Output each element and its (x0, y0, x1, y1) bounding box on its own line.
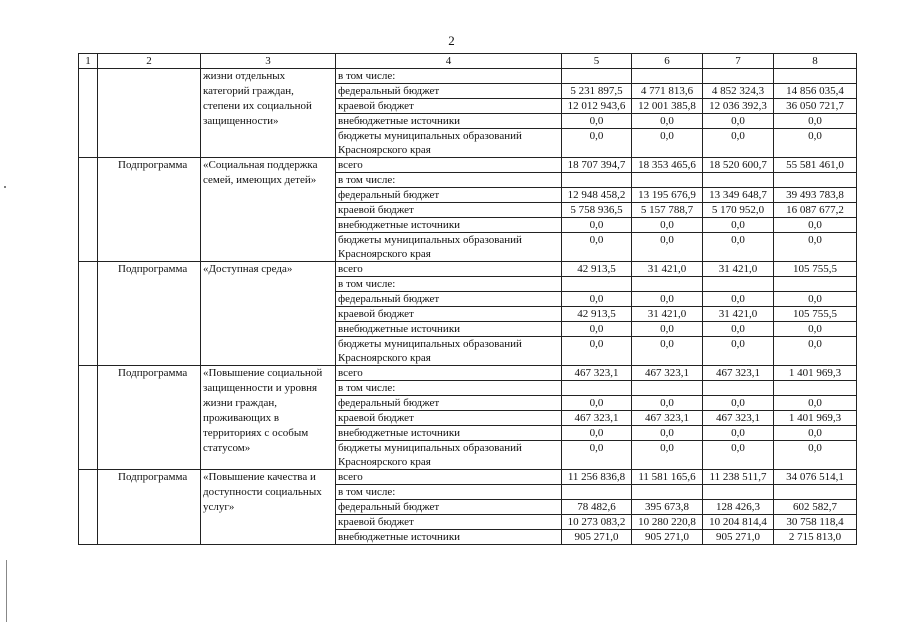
amount-cell: 31 421,0 (703, 262, 774, 277)
funding-source: краевой бюджет (336, 307, 562, 322)
funding-source-line: бюджеты муниципальных образований (338, 234, 522, 246)
funding-source (336, 129, 562, 158)
col1-cell (79, 262, 98, 366)
funding-source: внебюджетные источники (336, 114, 562, 129)
amount-cell: 0,0 (562, 441, 632, 470)
amount-cell: 0,0 (703, 426, 774, 441)
amount-cell (562, 277, 632, 292)
table-row (79, 69, 857, 84)
funding-source-line: бюджеты муниципальных образований (338, 442, 522, 454)
amount-cell: 0,0 (562, 322, 632, 337)
amount-cell: 602 582,7 (774, 500, 857, 515)
funding-source: краевой бюджет (336, 515, 562, 530)
amount-cell (562, 381, 632, 396)
header-cell: 5 (562, 54, 632, 69)
amount-cell (632, 277, 703, 292)
funding-source: в том числе: (336, 485, 562, 500)
amount-cell (632, 173, 703, 188)
header-cell: 4 (336, 54, 562, 69)
amount-cell: 12 012 943,6 (562, 99, 632, 114)
header-cell: 8 (774, 54, 857, 69)
table-row (79, 470, 857, 485)
header-cell: 6 (632, 54, 703, 69)
amount-cell: 0,0 (703, 396, 774, 411)
amount-cell: 1 401 969,3 (774, 411, 857, 426)
amount-cell: 128 426,3 (703, 500, 774, 515)
funding-source: всего (336, 158, 562, 173)
amount-cell: 0,0 (774, 322, 857, 337)
amount-cell: 10 280 220,8 (632, 515, 703, 530)
budget-table (78, 53, 857, 545)
amount-cell: 42 913,5 (562, 307, 632, 322)
amount-cell: 0,0 (703, 337, 774, 366)
funding-source: федеральный бюджет (336, 84, 562, 99)
amount-cell (703, 381, 774, 396)
amount-cell: 0,0 (774, 114, 857, 129)
amount-cell: 905 271,0 (632, 530, 703, 545)
subprogram-type: Подпрограмма (98, 262, 201, 366)
amount-cell: 105 755,5 (774, 262, 857, 277)
amount-cell: 467 323,1 (703, 366, 774, 381)
subprogram-type: Подпрограмма (98, 470, 201, 545)
amount-cell (774, 381, 857, 396)
amount-cell: 11 238 511,7 (703, 470, 774, 485)
amount-cell: 11 256 836,8 (562, 470, 632, 485)
amount-cell: 0,0 (632, 292, 703, 307)
amount-cell: 0,0 (703, 322, 774, 337)
amount-cell: 31 421,0 (632, 262, 703, 277)
amount-cell: 14 856 035,4 (774, 84, 857, 99)
funding-source: федеральный бюджет (336, 500, 562, 515)
amount-cell: 16 087 677,2 (774, 203, 857, 218)
funding-source: в том числе: (336, 69, 562, 84)
amount-cell: 0,0 (632, 129, 703, 158)
funding-source-line: Красноярского края (338, 352, 431, 364)
amount-cell: 13 195 676,9 (632, 188, 703, 203)
header-cell: 2 (98, 54, 201, 69)
subprogram-title: «Повышение социальной защищенности и уровня жизни граждан, проживающих в территориях с особым статусом» (201, 366, 336, 470)
funding-source-line: бюджеты муниципальных образований (338, 130, 522, 142)
table-row (79, 262, 857, 277)
amount-cell: 78 482,6 (562, 500, 632, 515)
amount-cell: 0,0 (703, 114, 774, 129)
amount-cell: 0,0 (632, 337, 703, 366)
amount-cell: 0,0 (774, 337, 857, 366)
amount-cell (632, 485, 703, 500)
amount-cell: 0,0 (774, 426, 857, 441)
amount-cell: 0,0 (703, 218, 774, 233)
amount-cell: 905 271,0 (703, 530, 774, 545)
amount-cell: 0,0 (562, 396, 632, 411)
amount-cell: 467 323,1 (703, 411, 774, 426)
amount-cell: 0,0 (562, 426, 632, 441)
funding-source (336, 441, 562, 470)
amount-cell: 0,0 (774, 218, 857, 233)
amount-cell: 0,0 (632, 396, 703, 411)
amount-cell: 0,0 (632, 114, 703, 129)
amount-cell: 467 323,1 (632, 366, 703, 381)
amount-cell: 105 755,5 (774, 307, 857, 322)
amount-cell: 467 323,1 (562, 411, 632, 426)
subprogram-type: Подпрограмма (98, 158, 201, 262)
amount-cell: 0,0 (703, 233, 774, 262)
funding-source: внебюджетные источники (336, 530, 562, 545)
amount-cell: 0,0 (562, 292, 632, 307)
amount-cell: 2 715 813,0 (774, 530, 857, 545)
amount-cell: 0,0 (562, 114, 632, 129)
amount-cell: 0,0 (562, 218, 632, 233)
col1-cell (79, 366, 98, 470)
amount-cell: 31 421,0 (703, 307, 774, 322)
amount-cell: 0,0 (562, 129, 632, 158)
subprogram-title: «Повышение качества и доступности социальных услуг» (201, 470, 336, 545)
amount-cell (632, 69, 703, 84)
amount-cell (562, 69, 632, 84)
scan-speck (4, 186, 6, 188)
amount-cell: 0,0 (774, 292, 857, 307)
subprogram-title: жизни отдельных категорий граждан, степени их социальной защищенности» (201, 69, 336, 158)
funding-source: внебюджетные источники (336, 218, 562, 233)
amount-cell (562, 173, 632, 188)
amount-cell (774, 69, 857, 84)
amount-cell: 18 707 394,7 (562, 158, 632, 173)
amount-cell: 0,0 (632, 218, 703, 233)
amount-cell: 0,0 (703, 129, 774, 158)
header-cell: 7 (703, 54, 774, 69)
amount-cell: 12 001 385,8 (632, 99, 703, 114)
amount-cell: 0,0 (774, 396, 857, 411)
funding-source: внебюджетные источники (336, 322, 562, 337)
amount-cell: 39 493 783,8 (774, 188, 857, 203)
funding-source: внебюджетные источники (336, 426, 562, 441)
amount-cell: 0,0 (703, 441, 774, 470)
amount-cell: 0,0 (632, 233, 703, 262)
amount-cell: 5 157 788,7 (632, 203, 703, 218)
amount-cell: 12 036 392,3 (703, 99, 774, 114)
amount-cell: 30 758 118,4 (774, 515, 857, 530)
funding-source: краевой бюджет (336, 99, 562, 114)
amount-cell: 11 581 165,6 (632, 470, 703, 485)
table-row (79, 366, 857, 381)
subprogram-type (98, 69, 201, 158)
amount-cell: 4 771 813,6 (632, 84, 703, 99)
amount-cell: 36 050 721,7 (774, 99, 857, 114)
amount-cell: 18 520 600,7 (703, 158, 774, 173)
amount-cell: 18 353 465,6 (632, 158, 703, 173)
funding-source: федеральный бюджет (336, 396, 562, 411)
amount-cell (703, 277, 774, 292)
funding-source-line: Красноярского края (338, 248, 431, 260)
amount-cell: 10 204 814,4 (703, 515, 774, 530)
amount-cell (703, 173, 774, 188)
amount-cell: 5 170 952,0 (703, 203, 774, 218)
amount-cell (774, 173, 857, 188)
amount-cell: 0,0 (562, 233, 632, 262)
funding-source: всего (336, 262, 562, 277)
amount-cell: 5 231 897,5 (562, 84, 632, 99)
amount-cell (774, 485, 857, 500)
amount-cell: 0,0 (774, 233, 857, 262)
funding-source-line: бюджеты муниципальных образований (338, 338, 522, 350)
amount-cell (632, 381, 703, 396)
amount-cell: 31 421,0 (632, 307, 703, 322)
subprogram-type: Подпрограмма (98, 366, 201, 470)
funding-source-line: Красноярского края (338, 456, 431, 468)
header-cell: 1 (79, 54, 98, 69)
subprogram-title: «Социальная поддержка семей, имеющих детей» (201, 158, 336, 262)
amount-cell: 5 758 936,5 (562, 203, 632, 218)
amount-cell: 0,0 (774, 129, 857, 158)
header-cell: 3 (201, 54, 336, 69)
amount-cell (703, 69, 774, 84)
funding-source (336, 337, 562, 366)
amount-cell (703, 485, 774, 500)
table-row (79, 158, 857, 173)
amount-cell: 905 271,0 (562, 530, 632, 545)
funding-source-line: Красноярского края (338, 144, 431, 156)
amount-cell: 12 948 458,2 (562, 188, 632, 203)
funding-source: краевой бюджет (336, 203, 562, 218)
funding-source: краевой бюджет (336, 411, 562, 426)
amount-cell: 42 913,5 (562, 262, 632, 277)
funding-source: в том числе: (336, 381, 562, 396)
amount-cell: 13 349 648,7 (703, 188, 774, 203)
amount-cell: 34 076 514,1 (774, 470, 857, 485)
amount-cell: 1 401 969,3 (774, 366, 857, 381)
amount-cell: 395 673,8 (632, 500, 703, 515)
amount-cell (562, 485, 632, 500)
amount-cell (774, 277, 857, 292)
funding-source: в том числе: (336, 173, 562, 188)
col1-cell (79, 470, 98, 545)
amount-cell: 0,0 (774, 441, 857, 470)
funding-source: в том числе: (336, 277, 562, 292)
amount-cell: 467 323,1 (632, 411, 703, 426)
subprogram-title: «Доступная среда» (201, 262, 336, 366)
scan-edge-mark (6, 560, 7, 622)
amount-cell: 10 273 083,2 (562, 515, 632, 530)
funding-source: всего (336, 470, 562, 485)
amount-cell: 4 852 324,3 (703, 84, 774, 99)
col1-cell (79, 69, 98, 158)
col1-cell (79, 158, 98, 262)
amount-cell: 55 581 461,0 (774, 158, 857, 173)
funding-source: федеральный бюджет (336, 188, 562, 203)
funding-source: федеральный бюджет (336, 292, 562, 307)
amount-cell: 0,0 (632, 426, 703, 441)
amount-cell: 0,0 (632, 322, 703, 337)
funding-source (336, 233, 562, 262)
amount-cell: 467 323,1 (562, 366, 632, 381)
header-row (79, 54, 857, 69)
amount-cell: 0,0 (562, 337, 632, 366)
funding-source: всего (336, 366, 562, 381)
amount-cell: 0,0 (632, 441, 703, 470)
page-number: 2 (448, 33, 455, 48)
amount-cell: 0,0 (703, 292, 774, 307)
